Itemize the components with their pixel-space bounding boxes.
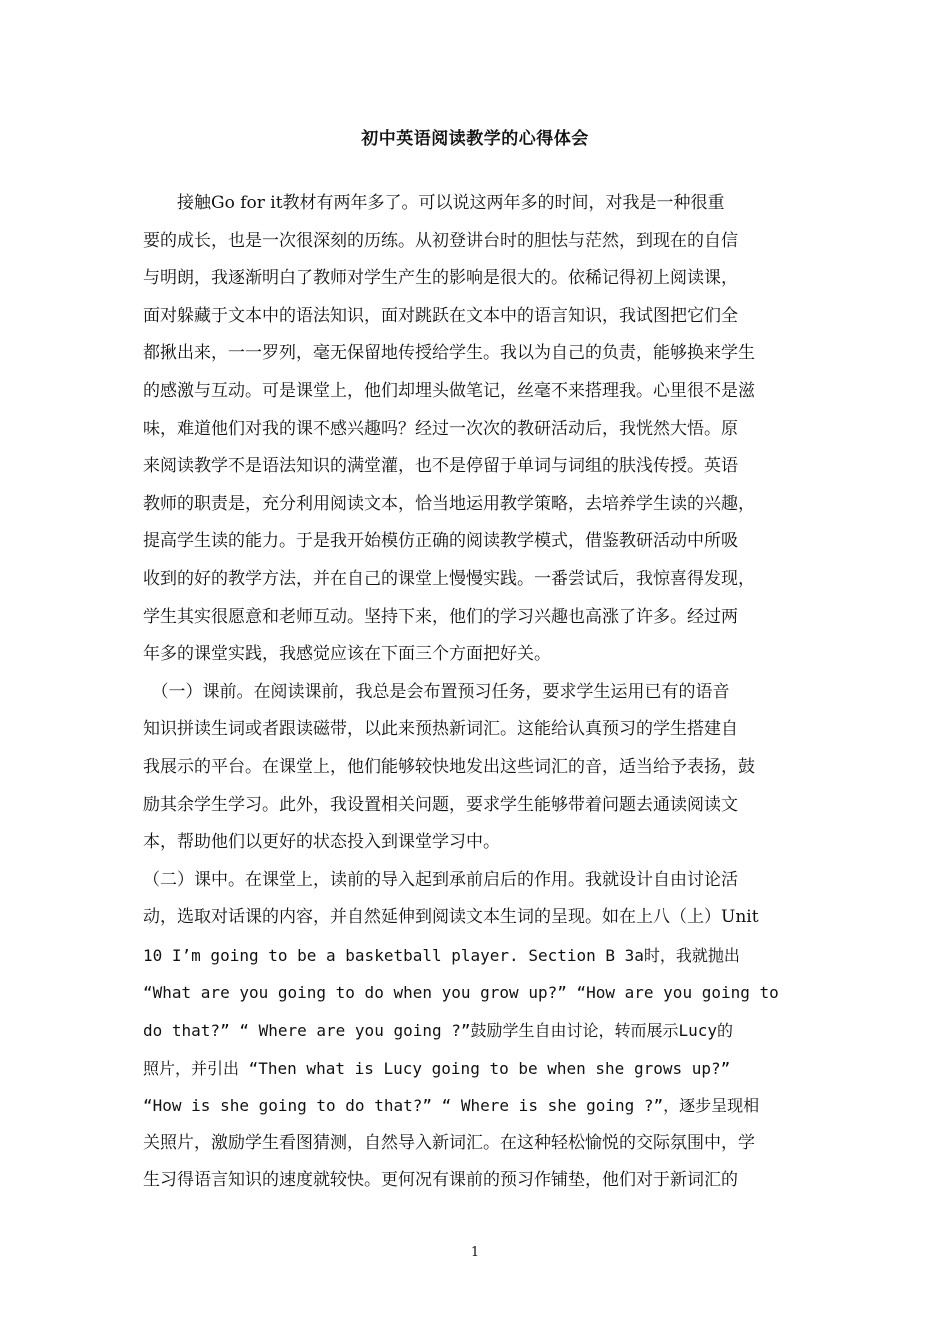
text-line: 面对躲藏于文本中的语法知识，面对跳跃在文本中的语言知识，我试图把它们全 [143,305,738,326]
text-line: 要的成长，也是一次很深刻的历练。从初登讲台时的胆怯与茫然，到现在的自信 [143,230,738,251]
text-line: （二）课中。在课堂上，读前的导入起到承前启后的作用。我就设计自由讨论活 [143,869,738,890]
text-line: “How is she going to do that?” “ Where is she going ?”，逐步呈现相 [143,1096,760,1116]
text-line: 都揪出来，一一罗列，毫无保留地传授给学生。我以为自己的负责，能够换来学生 [143,343,755,364]
text-line: 知识拼读生词或者跟读磁带，以此来预热新词汇。这能给认真预习的学生搭建自 [143,719,738,740]
text-line: 学生其实很愿意和老师互动。坚持下来，他们的学习兴趣也高涨了许多。经过两 [143,606,738,627]
page-number: 1 [470,1245,480,1260]
text-line: 味，难道他们对我的课不感兴趣吗？经过一次次的教研活动后，我恍然大悟。原 [143,418,738,439]
text-line: 年多的课堂实践，我感觉应该在下面三个方面把好关。 [143,644,551,665]
text-line: “What are you going to do when you grow up?” “How are you going to [143,983,779,1003]
text-line: 收到的好的教学方法，并在自己的课堂上慢慢实践。一番尝试后，我惊喜得发现， [143,568,755,589]
text-line: （一）课前。在阅读课前，我总是会布置预习任务，要求学生运用已有的语音 [143,681,730,702]
text-line: do that?” “ Where are you going ?”鼓励学生自由讨论，转而展示Lucy的 [143,1021,734,1041]
text-line: 我展示的平台。在课堂上，他们能够较快地发出这些词汇的音，适当给予表扬，鼓 [143,756,755,777]
text-line: 动，选取对话课的内容，并自然延伸到阅读文本生词的呈现。如在上八（上）Unit [143,907,759,928]
text-line: 来阅读教学不是语法知识的满堂灌，也不是停留于单词与词组的肤浅传授。英语 [143,456,738,477]
text-line: 10 I’m going to be a basketball player. Section B 3a时，我就抛出 [143,945,740,965]
document-title: 初中英语阅读教学的心得体会 [361,129,589,149]
document-body [143,185,808,1200]
text-line: 提高学生读的能力。于是我开始模仿正确的阅读教学模式，借鉴教研活动中所吸 [143,531,738,552]
text-line: 生习得语言知识的速度就较快。更何况有课前的预习作铺垫，他们对于新词汇的 [143,1170,738,1191]
text-line: 的感激与互动。可是课堂上，他们却埋头做笔记，丝毫不来搭理我。心里很不是滋 [143,380,755,401]
text-line: 励其余学生学习。此外，我设置相关问题，要求学生能够带着问题去通读阅读文 [143,794,738,815]
text-line: 照片，并引出 “Then what is Lucy going to be when she grows up?” [143,1058,731,1078]
text-line: 关照片，激励学生看图猜测，自然导入新词汇。在这种轻松愉悦的交际氛围中，学 [143,1132,755,1153]
text-line: 本，帮助他们以更好的状态投入到课堂学习中。 [143,832,500,853]
text-line: 与明朗，我逐渐明白了教师对学生产生的影响是很大的。依稀记得初上阅读课， [143,268,738,289]
text-line: 接触Go for it教材有两年多了。可以说这两年多的时间，对我是一种很重 [143,193,725,213]
text-line: 教师的职责是，充分利用阅读文本，恰当地运用教学策略，去培养学生读的兴趣， [143,493,755,514]
